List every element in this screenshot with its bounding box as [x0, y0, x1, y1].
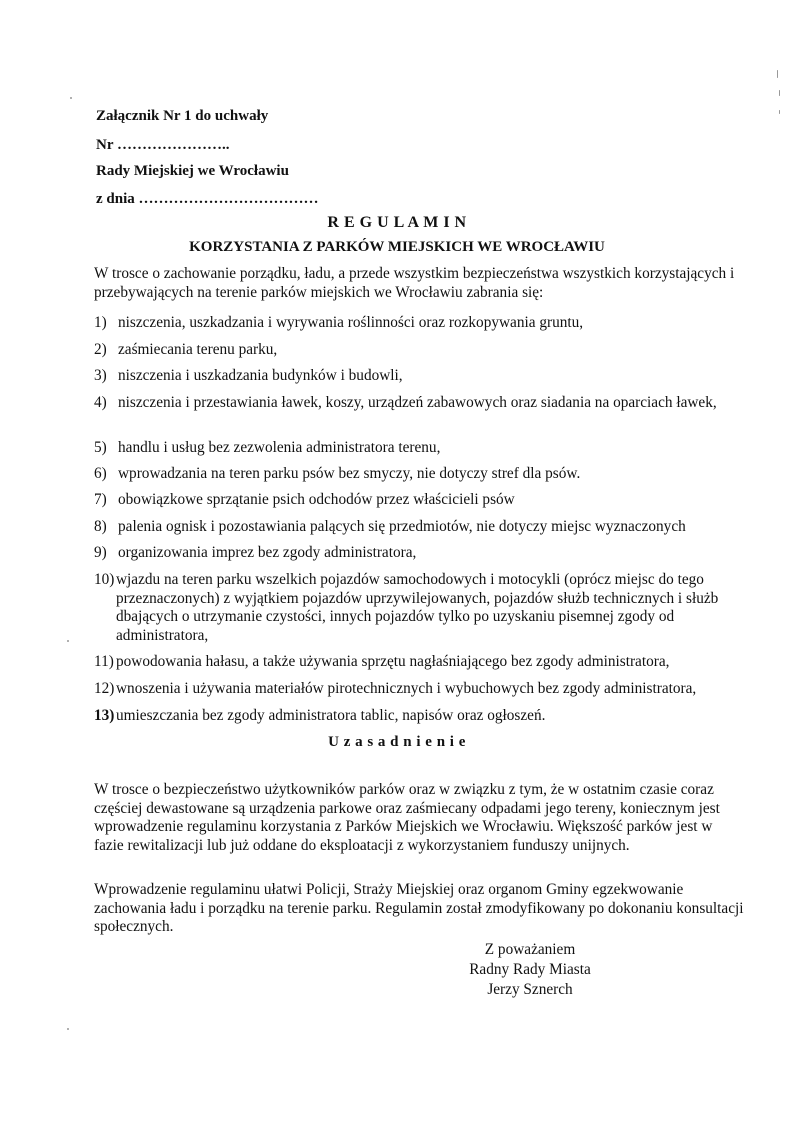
list-item — [94, 653, 754, 672]
item-text: umieszczania bez zgody administratora tablic, napisów oraz ogłoszeń. — [116, 707, 546, 724]
list-item — [94, 314, 754, 333]
item-text: organizowania imprez bez zgody administratora, — [118, 544, 417, 561]
scan-speck — [70, 97, 72, 99]
list-item — [94, 465, 754, 484]
scan-speck — [67, 1028, 69, 1030]
item-text: niszczenia i uszkadzania budynków i budowli, — [118, 367, 403, 384]
item-number: 7) — [94, 491, 107, 508]
item-text: wnoszenia i używania materiałów pirotechnicznych i wybuchowych bez zgody administratora, — [116, 680, 697, 697]
council-name: Rady Miejskiej we Wrocławiu — [96, 163, 289, 179]
item-text: handlu i usług bez zezwolenia administratora terenu, — [118, 439, 441, 456]
item-number: 2) — [94, 341, 107, 358]
signer-name: Jerzy Sznerch — [487, 981, 573, 998]
justification-paragraph: W trosce o bezpieczeństwo użytkowników parków oraz w związku z tym, że w ostatnim czasie coraz częściej dewastowane są urządzenia parkowe oraz zaśmiecany odpadami jego tereny, koniecznym jest wprowadzenie regulaminu korzystania z Parków Miejskich we Wrocławiu. Większość parków jest w fazie rewitalizacji lub już oddane do eksploatacji z wykorzystaniem funduszy unijnych. — [94, 781, 720, 854]
item-text: palenia ognisk i pozostawiania palących się przedmiotów, nie dotyczy miejsc wyznaczonych — [118, 518, 686, 535]
item-number: 11) — [94, 653, 114, 670]
item-text: niszczenia i przestawiania ławek, koszy, urządzeń zabawowych oraz siadania na oparciach ławek, — [118, 394, 717, 411]
item-number: 3) — [94, 367, 107, 384]
item-number: 5) — [94, 439, 107, 456]
item-text: zaśmiecania terenu parku, — [118, 341, 278, 358]
document-subtitle: KORZYSTANIA Z PARKÓW MIEJSKICH WE WROCŁAWIU — [189, 239, 605, 255]
item-number: 12) — [94, 680, 115, 697]
item-number: 6) — [94, 465, 107, 482]
item-text: powodowania hałasu, a także używania sprzętu nagłaśniającego bez zgody administratora, — [116, 653, 670, 670]
item-number: 1) — [94, 314, 107, 331]
item-number: 13) — [94, 707, 115, 724]
resolution-date: z dnia ……………………………… — [96, 191, 319, 207]
item-text: obowiązkowe sprzątanie psich odchodów przez właścicieli psów — [118, 491, 515, 508]
scan-speck — [779, 90, 780, 96]
signature-block — [440, 940, 620, 1000]
list-item — [94, 341, 754, 360]
document-title: R E G U L A M I N — [327, 214, 467, 231]
item-number: 9) — [94, 544, 107, 561]
item-text: niszczenia, uszkadzania i wyrywania roślinności oraz rozkopywania gruntu, — [118, 314, 584, 331]
justification-paragraph: Wprowadzenie regulaminu ułatwi Policji, Straży Miejskiej oraz organom Gminy egzekwowanie zachowania ładu i porządku na terenie parku. Regulamin został zmodyfikowany po dokonaniu konsultacji społecznych. — [94, 881, 744, 935]
intro-paragraph: W trosce o zachowanie porządku, ładu, a przede wszystkim bezpieczeństwa wszystkich korzystających i przebywających na terenie parków miejskich we Wrocławiu zabrania się: — [94, 265, 735, 301]
list-item — [94, 367, 754, 386]
item-number: 4) — [94, 394, 107, 411]
annex-title: Załącznik Nr 1 do uchwały — [96, 108, 269, 124]
item-text: wjazdu na teren parku wszelkich pojazdów samochodowych i motocykli (oprócz miejsc do tego przeznaczonych) z wyjątkiem pojazdów uprzywilejowanych, pojazdów służb technicznych i służb dbających o utrzymanie czystości, innych pojazdów tylko po uzyskaniu pisemnej zgody od administratora, — [116, 571, 719, 644]
item-text: wprowadzania na teren parku psów bez smyczy, nie dotyczy stref dla psów. — [118, 465, 581, 482]
list-item — [94, 491, 754, 510]
list-item — [94, 544, 754, 563]
list-item — [94, 571, 754, 645]
scan-speck — [779, 110, 780, 114]
list-item — [94, 439, 754, 458]
item-number: 10) — [94, 571, 115, 588]
closing-phrase: Z poważaniem — [484, 941, 576, 958]
scan-speck — [777, 70, 778, 78]
scan-speck — [67, 640, 69, 642]
justification-heading: U z a s a d n i e n i e — [328, 734, 466, 750]
list-item — [94, 394, 754, 413]
list-item — [94, 518, 754, 537]
signer-role: Radny Rady Miasta — [469, 961, 591, 978]
list-item — [94, 707, 754, 726]
list-item — [94, 680, 754, 699]
resolution-number: Nr ………………….. — [96, 137, 230, 153]
item-number: 8) — [94, 518, 107, 535]
